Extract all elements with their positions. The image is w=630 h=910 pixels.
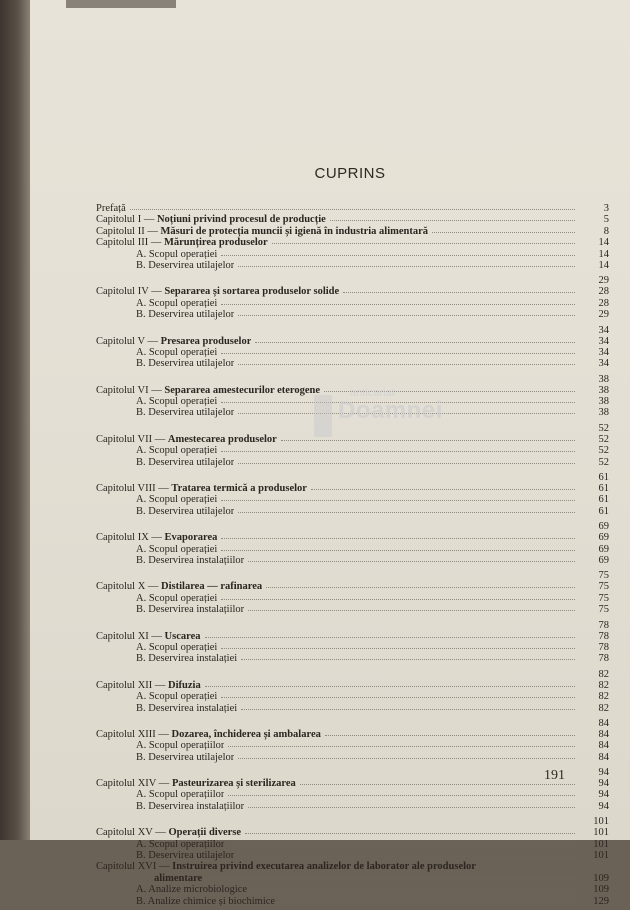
toc-page-number: 75	[598, 592, 609, 604]
toc-page-number: 78	[598, 641, 609, 653]
toc-page-number: 109	[593, 872, 609, 884]
toc-entry-text	[96, 850, 234, 861]
toc-entry-title: Presarea produselor	[160, 335, 252, 347]
toc-section-row	[96, 751, 609, 763]
toc-section-row	[96, 445, 609, 457]
toc-entry-label: Capitolul V —	[96, 335, 159, 347]
toc-page-number: 94	[598, 800, 609, 812]
toc-entry-label: Capitolul XI —	[96, 630, 162, 642]
toc-page-number: 52	[598, 456, 609, 468]
watermark-small-text: anticariat	[350, 387, 395, 399]
toc-page-number: 84	[598, 717, 609, 729]
toc-entry-label: A. Scopul operațiilor	[136, 838, 225, 850]
leader-dots	[241, 658, 575, 660]
leader-dots	[221, 450, 575, 452]
toc-entry-label: Capitolul II —	[96, 225, 158, 237]
toc-chapter-row	[96, 532, 609, 544]
toc-entry-text	[96, 385, 320, 396]
toc-page-number: 34	[598, 358, 609, 370]
toc-section-row	[96, 456, 609, 468]
toc-entry-label: B. Deservirea utilajelor	[136, 407, 235, 419]
toc-entry-text	[96, 494, 217, 505]
toc-section-row	[96, 702, 609, 714]
toc-page-number: 38	[598, 384, 609, 396]
leader-dots	[245, 832, 575, 834]
toc-entry-text	[96, 226, 428, 237]
toc-entry-label: Capitolul VII —	[96, 433, 166, 445]
toc-page-number: 75	[598, 570, 609, 582]
leader-dots	[221, 696, 575, 698]
toc-section-row	[96, 641, 609, 653]
toc-entry-label: A. Analize microbiologice	[136, 884, 248, 896]
toc-entry-label: Capitolul XIII —	[96, 728, 169, 740]
leader-dots	[221, 303, 575, 305]
toc-page-number: 52	[598, 445, 609, 457]
leader-dots	[330, 219, 575, 221]
toc-page-marker-row	[96, 717, 609, 729]
toc-entry-text	[96, 532, 217, 543]
toc-entry-label: B. Deservirea instalațiilor	[136, 800, 245, 812]
toc-entry-text	[96, 691, 217, 702]
toc-section-row	[96, 691, 609, 703]
toc-section-row	[96, 740, 609, 752]
toc-entry-text	[96, 336, 251, 347]
toc-entry-text	[96, 703, 237, 714]
toc-page-number: 94	[598, 767, 609, 779]
toc-entry-label: B. Deservirea instalației	[136, 653, 238, 665]
toc-entry-text	[96, 839, 224, 850]
toc-page-number: 84	[598, 728, 609, 740]
toc-page-number: 94	[598, 789, 609, 801]
toc-entry-text	[96, 752, 234, 763]
toc-page-marker-row	[96, 324, 609, 336]
toc-page-number: 5	[603, 214, 609, 226]
toc-entry-label: Capitolul IV —	[96, 286, 162, 298]
toc-section-row	[96, 838, 609, 850]
toc-entry-label: B. Deservirea utilajelor	[136, 358, 235, 370]
toc-entry-label: Capitolul XVI —	[96, 861, 170, 873]
toc-entry-label: B. Deservirea instalației	[136, 702, 238, 714]
toc-page-marker-row	[96, 619, 609, 631]
toc-page-number: 38	[598, 396, 609, 408]
toc-entry-text	[96, 309, 234, 320]
toc-entry-label: B. Deservirea instalațiilor	[136, 604, 245, 616]
toc-entry-label: Capitolul VI —	[96, 384, 162, 396]
toc-page-number: 14	[598, 237, 609, 249]
toc-entry-text	[96, 260, 234, 271]
toc-page-number: 61	[598, 505, 609, 517]
toc-entry-label: A. Scopul operației	[136, 248, 218, 260]
toc-page-marker-row	[96, 275, 609, 287]
toc-chapter-row	[96, 335, 609, 347]
leader-dots	[228, 844, 575, 846]
toc-page-number: 3	[603, 203, 609, 214]
toc-entry-text	[96, 873, 202, 884]
toc-section-row	[96, 604, 609, 616]
toc-entry-title: Distilarea — rafinarea	[161, 581, 263, 593]
toc-entry-text	[96, 506, 234, 517]
toc-entry-text	[96, 457, 234, 468]
toc-continuation-row	[96, 872, 609, 884]
toc-entry-text	[96, 347, 217, 358]
toc-page-number: 82	[598, 691, 609, 703]
toc-page-number: 78	[598, 619, 609, 631]
toc-page-number: 14	[598, 248, 609, 260]
toc-chapter-row	[96, 225, 609, 237]
toc-section-row	[96, 789, 609, 801]
leader-dots	[205, 685, 575, 687]
leader-dots	[130, 208, 575, 210]
toc-page-number: 69	[598, 521, 609, 533]
leader-dots	[432, 231, 575, 233]
toc-entry-text	[96, 680, 201, 691]
toc-entry-text	[96, 801, 244, 812]
toc-section-row	[96, 653, 609, 665]
toc-entry-title: Difuzia	[168, 679, 201, 691]
toc-chapter-row	[96, 214, 609, 226]
toc-entry-text	[96, 631, 201, 642]
leader-dots	[279, 901, 575, 903]
toc-entry-title: Noțiuni privind procesul de producție	[156, 214, 326, 226]
leader-dots	[248, 609, 575, 611]
toc-entry-title: Tratarea termică a produselor	[171, 483, 307, 495]
toc-page-number: 34	[598, 335, 609, 347]
toc-page-number: 29	[598, 309, 609, 321]
toc-entry-label: B. Deservirea utilajelor	[136, 751, 235, 763]
toc-entry-text	[96, 593, 217, 604]
toc-page-marker-row	[96, 570, 609, 582]
toc-entry-text	[96, 396, 217, 407]
toc-entry-title: Uscarea	[164, 630, 201, 642]
leader-dots	[228, 745, 575, 747]
leader-dots	[238, 265, 575, 267]
toc-chapter-row	[96, 861, 551, 872]
toc-entry-text	[96, 778, 296, 789]
toc-entry-title: Separarea și sortarea produselor solide	[164, 286, 340, 298]
toc-page-number: 38	[598, 407, 609, 419]
toc-entry-label: B. Deservirea utilajelor	[136, 850, 235, 862]
leader-dots	[221, 352, 575, 354]
toc-page-number: 82	[598, 679, 609, 691]
toc-entry-label: Capitolul XV —	[96, 827, 166, 839]
toc-section-row	[96, 259, 609, 271]
leader-dots	[251, 889, 575, 891]
toc-section-row	[96, 346, 609, 358]
toc-chapter-row	[96, 778, 609, 790]
toc-entry-label: A. Scopul operației	[136, 445, 218, 457]
toc-section-row	[96, 309, 609, 321]
toc-page-number: 69	[598, 532, 609, 544]
toc-page-marker-row	[96, 816, 609, 828]
leader-dots	[221, 647, 575, 649]
toc-entry-label: A. Scopul operației	[136, 297, 218, 309]
toc-entry-text	[96, 237, 268, 248]
toc-entry-text	[96, 483, 307, 494]
toc-page-number: 34	[598, 324, 609, 336]
leader-dots	[272, 242, 575, 244]
leader-dots	[281, 439, 575, 441]
toc-entry-text	[96, 203, 126, 214]
toc-entry-text	[96, 286, 339, 297]
toc-page-number: 75	[598, 604, 609, 616]
toc-chapter-row	[96, 728, 609, 740]
toc-chapter-row	[96, 286, 609, 298]
leader-dots	[238, 855, 575, 857]
toc-entry-label: Capitolul IX —	[96, 532, 162, 544]
toc-entry-label: A. Scopul operației	[136, 592, 218, 604]
page-title: CUPRINS	[314, 165, 386, 182]
toc-page-number: 82	[598, 702, 609, 714]
toc-entry-label: A. Scopul operației	[136, 543, 218, 555]
toc-entry-label: B. Deservirea utilajelor	[136, 505, 235, 517]
toc-entry-label: A. Scopul operației	[136, 691, 218, 703]
toc-entry-text	[96, 896, 275, 907]
torn-paper-scrap	[66, 0, 176, 8]
leader-dots	[248, 806, 575, 808]
leader-dots	[238, 314, 575, 316]
toc-entry-text	[96, 642, 217, 653]
toc-section-row	[96, 884, 609, 896]
toc-page-number: 69	[598, 554, 609, 566]
toc-entry-label: B. Deservirea instalațiilor	[136, 554, 245, 566]
toc-page-number: 52	[598, 422, 609, 434]
leader-dots	[228, 794, 575, 796]
watermark-logo-icon	[314, 395, 332, 437]
toc-page-number: 101	[593, 816, 609, 828]
toc-entry-label: Capitolul XIV —	[96, 778, 170, 790]
toc-entry-text	[96, 827, 241, 838]
toc-page-number: 101	[593, 850, 609, 862]
toc-entry-label: Capitolul VIII —	[96, 483, 169, 495]
toc-section-row	[96, 297, 609, 309]
toc-chapter-row	[96, 203, 609, 214]
toc-entry-title: Separarea amestecurilor eterogene	[164, 384, 321, 396]
leader-dots	[221, 549, 575, 551]
toc-entry-title: alimentare	[154, 872, 203, 884]
leader-dots	[206, 878, 575, 880]
leader-dots	[266, 586, 575, 588]
leader-dots	[248, 560, 575, 562]
toc-entry-label: A. Scopul operațiilor	[136, 789, 225, 801]
toc-entry-label: A. Scopul operației	[136, 641, 218, 653]
toc-entry-title: Pasteurizarea și sterilizarea	[171, 778, 296, 790]
toc-chapter-row	[96, 679, 609, 691]
leader-dots	[221, 254, 575, 256]
toc-page-number: 101	[593, 827, 609, 839]
toc-page-number: 38	[598, 373, 609, 385]
toc-entry-text	[96, 861, 476, 872]
binding-edge	[0, 0, 30, 840]
toc-entry-text	[96, 555, 244, 566]
toc-entry-label: A. Scopul operației	[136, 346, 218, 358]
toc-chapter-row	[96, 483, 609, 495]
toc-entry-label: B. Deservirea utilajelor	[136, 309, 235, 321]
toc-entry-text	[96, 445, 217, 456]
toc-section-row	[96, 505, 609, 517]
toc-entry-label: Capitolul X —	[96, 581, 159, 593]
toc-page-marker-row	[96, 373, 609, 385]
leader-dots	[325, 734, 575, 736]
toc-entry-title: Amestecarea produselor	[167, 433, 277, 445]
toc-entry-text	[96, 884, 247, 895]
toc-chapter-row	[96, 581, 609, 593]
toc-page-number: 94	[598, 778, 609, 790]
toc-section-row	[96, 543, 609, 555]
toc-entry-title: Măsuri de protecția muncii și igienă în industria alimentară	[160, 225, 429, 237]
toc-entry-label: A. Scopul operațiilor	[136, 740, 225, 752]
toc-page-number: 69	[598, 543, 609, 555]
toc-entry-text	[96, 729, 321, 740]
toc-section-row	[96, 554, 609, 566]
leader-dots	[221, 537, 575, 539]
toc-page-number: 82	[598, 668, 609, 680]
toc-section-row	[96, 850, 609, 862]
page-number: 191	[544, 768, 565, 783]
toc-page-number: 129	[593, 895, 609, 907]
toc-entry-title: Operații diverse	[168, 827, 242, 839]
toc-page-number: 8	[603, 225, 609, 237]
toc-page-number: 101	[593, 838, 609, 850]
toc-page-number: 75	[598, 581, 609, 593]
toc-page-marker-row	[96, 472, 609, 484]
toc-entry-text	[96, 249, 217, 260]
toc-entry-text	[96, 434, 277, 445]
toc-chapter-row	[96, 237, 609, 249]
toc-page-number: 61	[598, 494, 609, 506]
toc-entry-label: B. Deservirea utilajelor	[136, 259, 235, 271]
toc-page-number: 28	[598, 297, 609, 309]
toc-page-number: 109	[593, 884, 609, 896]
toc-entry-label: Capitolul I —	[96, 214, 155, 226]
toc-page-number: 61	[598, 483, 609, 495]
toc-page-number: 78	[598, 653, 609, 665]
toc-page-number: 29	[598, 275, 609, 287]
leader-dots	[238, 511, 575, 513]
toc-section-row	[96, 592, 609, 604]
toc-page-marker-row	[96, 521, 609, 533]
toc-entry-title: Mărunțirea produselor	[163, 237, 268, 249]
toc-entry-text	[96, 581, 262, 592]
toc-page-number: 61	[598, 472, 609, 484]
toc-entry-label: B. Analize chimice și biochimice	[136, 895, 276, 907]
toc-chapter-row	[96, 630, 609, 642]
toc-entry-title: Instruirea privind executarea analizelor de laborator ale produselor	[172, 861, 476, 873]
toc-entry-text	[96, 604, 244, 615]
toc-entry-text	[96, 298, 217, 309]
toc-page-number: 28	[598, 286, 609, 298]
toc-entry-text	[96, 653, 237, 664]
leader-dots	[205, 636, 575, 638]
leader-dots	[255, 341, 575, 343]
toc-entry-text	[96, 358, 234, 369]
toc-entry-title: Evaporarea	[164, 532, 218, 544]
leader-dots	[241, 708, 575, 710]
toc-entry-text	[96, 740, 224, 751]
toc-section-row	[96, 494, 609, 506]
leader-dots	[221, 598, 575, 600]
toc-entry-label: Capitolul XII —	[96, 679, 166, 691]
toc-page-number: 14	[598, 259, 609, 271]
leader-dots	[343, 291, 575, 293]
toc-entry-label: A. Scopul operației	[136, 396, 218, 408]
toc-page-marker-row	[96, 668, 609, 680]
leader-dots	[300, 783, 575, 785]
toc-section-row	[96, 358, 609, 370]
toc-entry-label: Capitolul III —	[96, 237, 162, 249]
toc-section-row	[96, 895, 609, 907]
document-page	[30, 0, 630, 907]
toc-page-number: 84	[598, 740, 609, 752]
toc-chapter-row	[96, 827, 609, 839]
watermark-big-text: Doamnei	[338, 397, 443, 424]
leader-dots	[238, 462, 575, 464]
toc-entry-title: Dozarea, închiderea și ambalarea	[171, 728, 321, 740]
toc-page-number: 34	[598, 346, 609, 358]
toc-entry-label: Prefață	[96, 203, 126, 214]
toc-page-number: 52	[598, 433, 609, 445]
toc-entry-label: A. Scopul operației	[136, 494, 218, 506]
toc-entry-text	[96, 544, 217, 555]
toc-entry-text	[96, 789, 224, 800]
toc-section-row	[96, 800, 609, 812]
leader-dots	[221, 499, 575, 501]
toc-entry-text	[96, 407, 234, 418]
leader-dots	[238, 757, 575, 759]
toc-section-row	[96, 248, 609, 260]
toc-entry-text	[96, 214, 326, 225]
toc-page-number: 78	[598, 630, 609, 642]
toc-page-number: 84	[598, 751, 609, 763]
leader-dots	[238, 363, 575, 365]
leader-dots	[311, 488, 575, 490]
toc-entry-label: B. Deservirea utilajelor	[136, 456, 235, 468]
